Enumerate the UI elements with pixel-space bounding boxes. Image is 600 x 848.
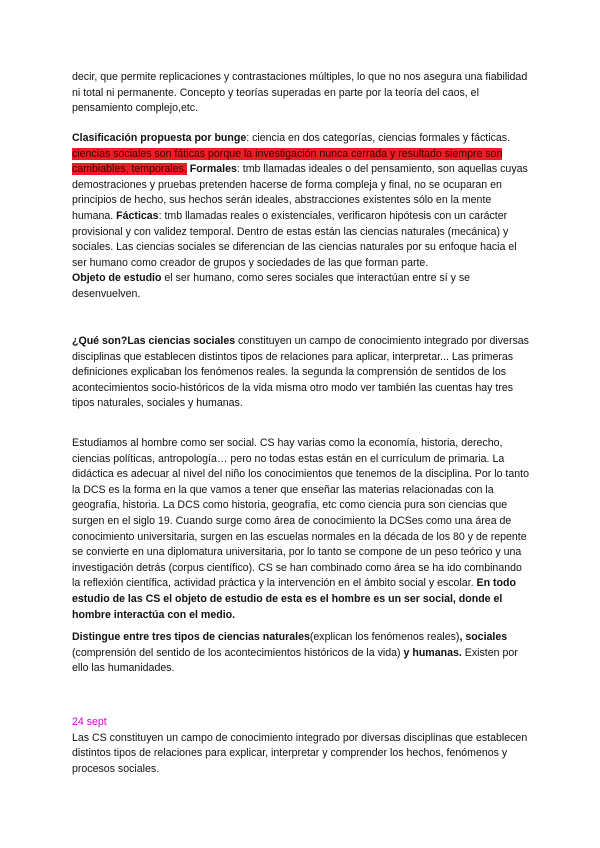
facticas-label: Fácticas [116,209,159,222]
paragraph-body [72,436,530,623]
facticas-text: : tmb llamadas reales o existenciales, verificaron hipótesis con un carácter provisional y con validez temporal. Dentro de estas están las ciencias naturales (mecánica) y sociales. Las ciencias sociales se diferencian de las ciencias naturales por su enfoque hacia el ser humano como creador de grupos y sociedades de las que forman parte. [72,209,517,269]
paragraph-que-son [72,334,530,412]
paragraph-clasificacion-bunge [72,131,530,303]
date-label: 24 sept [72,716,107,728]
bunge-heading: Clasificación propuesta por bunge [72,132,247,144]
que-son-heading: ¿Qué son?Las ciencias sociales [72,335,236,347]
dcs-conclusion: En todo estudio de las CS el objeto de estudio de esta es el hombre es un ser social, donde el hombre interactúa con el medio. [72,577,516,621]
humanidades-text: Existen por ello las humanidades. [72,646,518,675]
sociales-desc: (comprensión del sentido de los acontecimientos históricos de la vida) [72,646,404,659]
paragraph-text: Las CS constituyen un campo de conocimiento integrado por diversas disciplinas que establecen distintos tipos de relaciones para explicar, interpretar y comprender los hechos, fenómenos y procesos sociales. [72,731,528,775]
paragraph-body [72,630,530,677]
dcs-text: Estudiamos al hombre como ser social. CS hay varias como la economía, historia, derecho, ciencias políticas, antropología… pero no todas estas están en el currículum de primaria. La didáctica es adecuar al nivel del niño los conocimientos que tenemos de la disciplina. Por lo tanto la DCS es la forma en la que vamos a tener que enseñar las materias relacionadas con la geografía, historia. La DCS como historia, geografía, etc como ciencia pura son ciencias que surgen en el siglo 19. Cuando surge como área de conocimiento la DCSes como una área de conocimiento universitaria, surgen en las escuelas normales en la década de los 80 y de repente se convierte en una diplomatura universitaria, por lo tanto se compone de un peso teórico y una investigación detrás (corpus científico). CS se han combinado como área se ha ido combinando la reflexión científica, actividad práctica y la intervención en el ámbito social y escolar. [72,437,529,590]
paragraph-body [72,334,530,412]
sociales-label: , sociales [459,631,508,643]
bunge-intro-text: : ciencia en dos categorías, ciencias formales y fácticas. [246,132,511,144]
formales-label: Formales [189,163,237,176]
paragraph-body [72,131,530,303]
highlighted-note: ciencias sociales son fáticas porque la investigación nunca cerrada y resultado siempre son cambiables, temporales. [72,147,503,176]
paragraph-24-sept [72,715,530,777]
naturales-desc: (explican los fenómenos reales) [309,631,460,643]
objeto-label: Objeto de estudio [72,272,162,285]
objeto-text: el ser humano, como seres sociales que interactúan entre sí y se desenvuelven. [72,272,471,300]
paragraph-replicaciones [72,70,530,117]
paragraph-hombre-ser-social [72,436,530,623]
paragraph-text: decir, que permite replicaciones y contrastaciones múltiples, lo que no nos asegura una fiabilidad ni total ni permanente. Concepto y teorías superadas en parte por la teoría del caos, el pensamiento complejo,etc. [72,71,528,115]
tipos-heading: Distingue entre tres tipos de ciencias naturales [72,631,310,643]
formales-text: : tmb llamadas ideales o del pensamiento, son aquellas cuyas demostraciones y pruebas pretenden hacerse de forma compleja y final, no se ocuparan en principios de hecho, sus hechos serán ideales, abstracciones existentes sólo en la mente humana. [72,163,528,222]
paragraph-tres-tipos [72,630,530,677]
que-son-text: constituyen un campo de conocimiento integrado por diversas disciplinas que establecen distintos tipos de relaciones para aplicar, interpretar... Las primeras definiciones explicaban los fenómenos reales. la segunda la comprensión de sentidos de los acontecimientos socio-históricos de la vida misma otro modo ver también las cuentas hay tres tipos naturales, sociales y humanas. [72,335,529,410]
humanas-label: y humanas. [403,646,462,659]
